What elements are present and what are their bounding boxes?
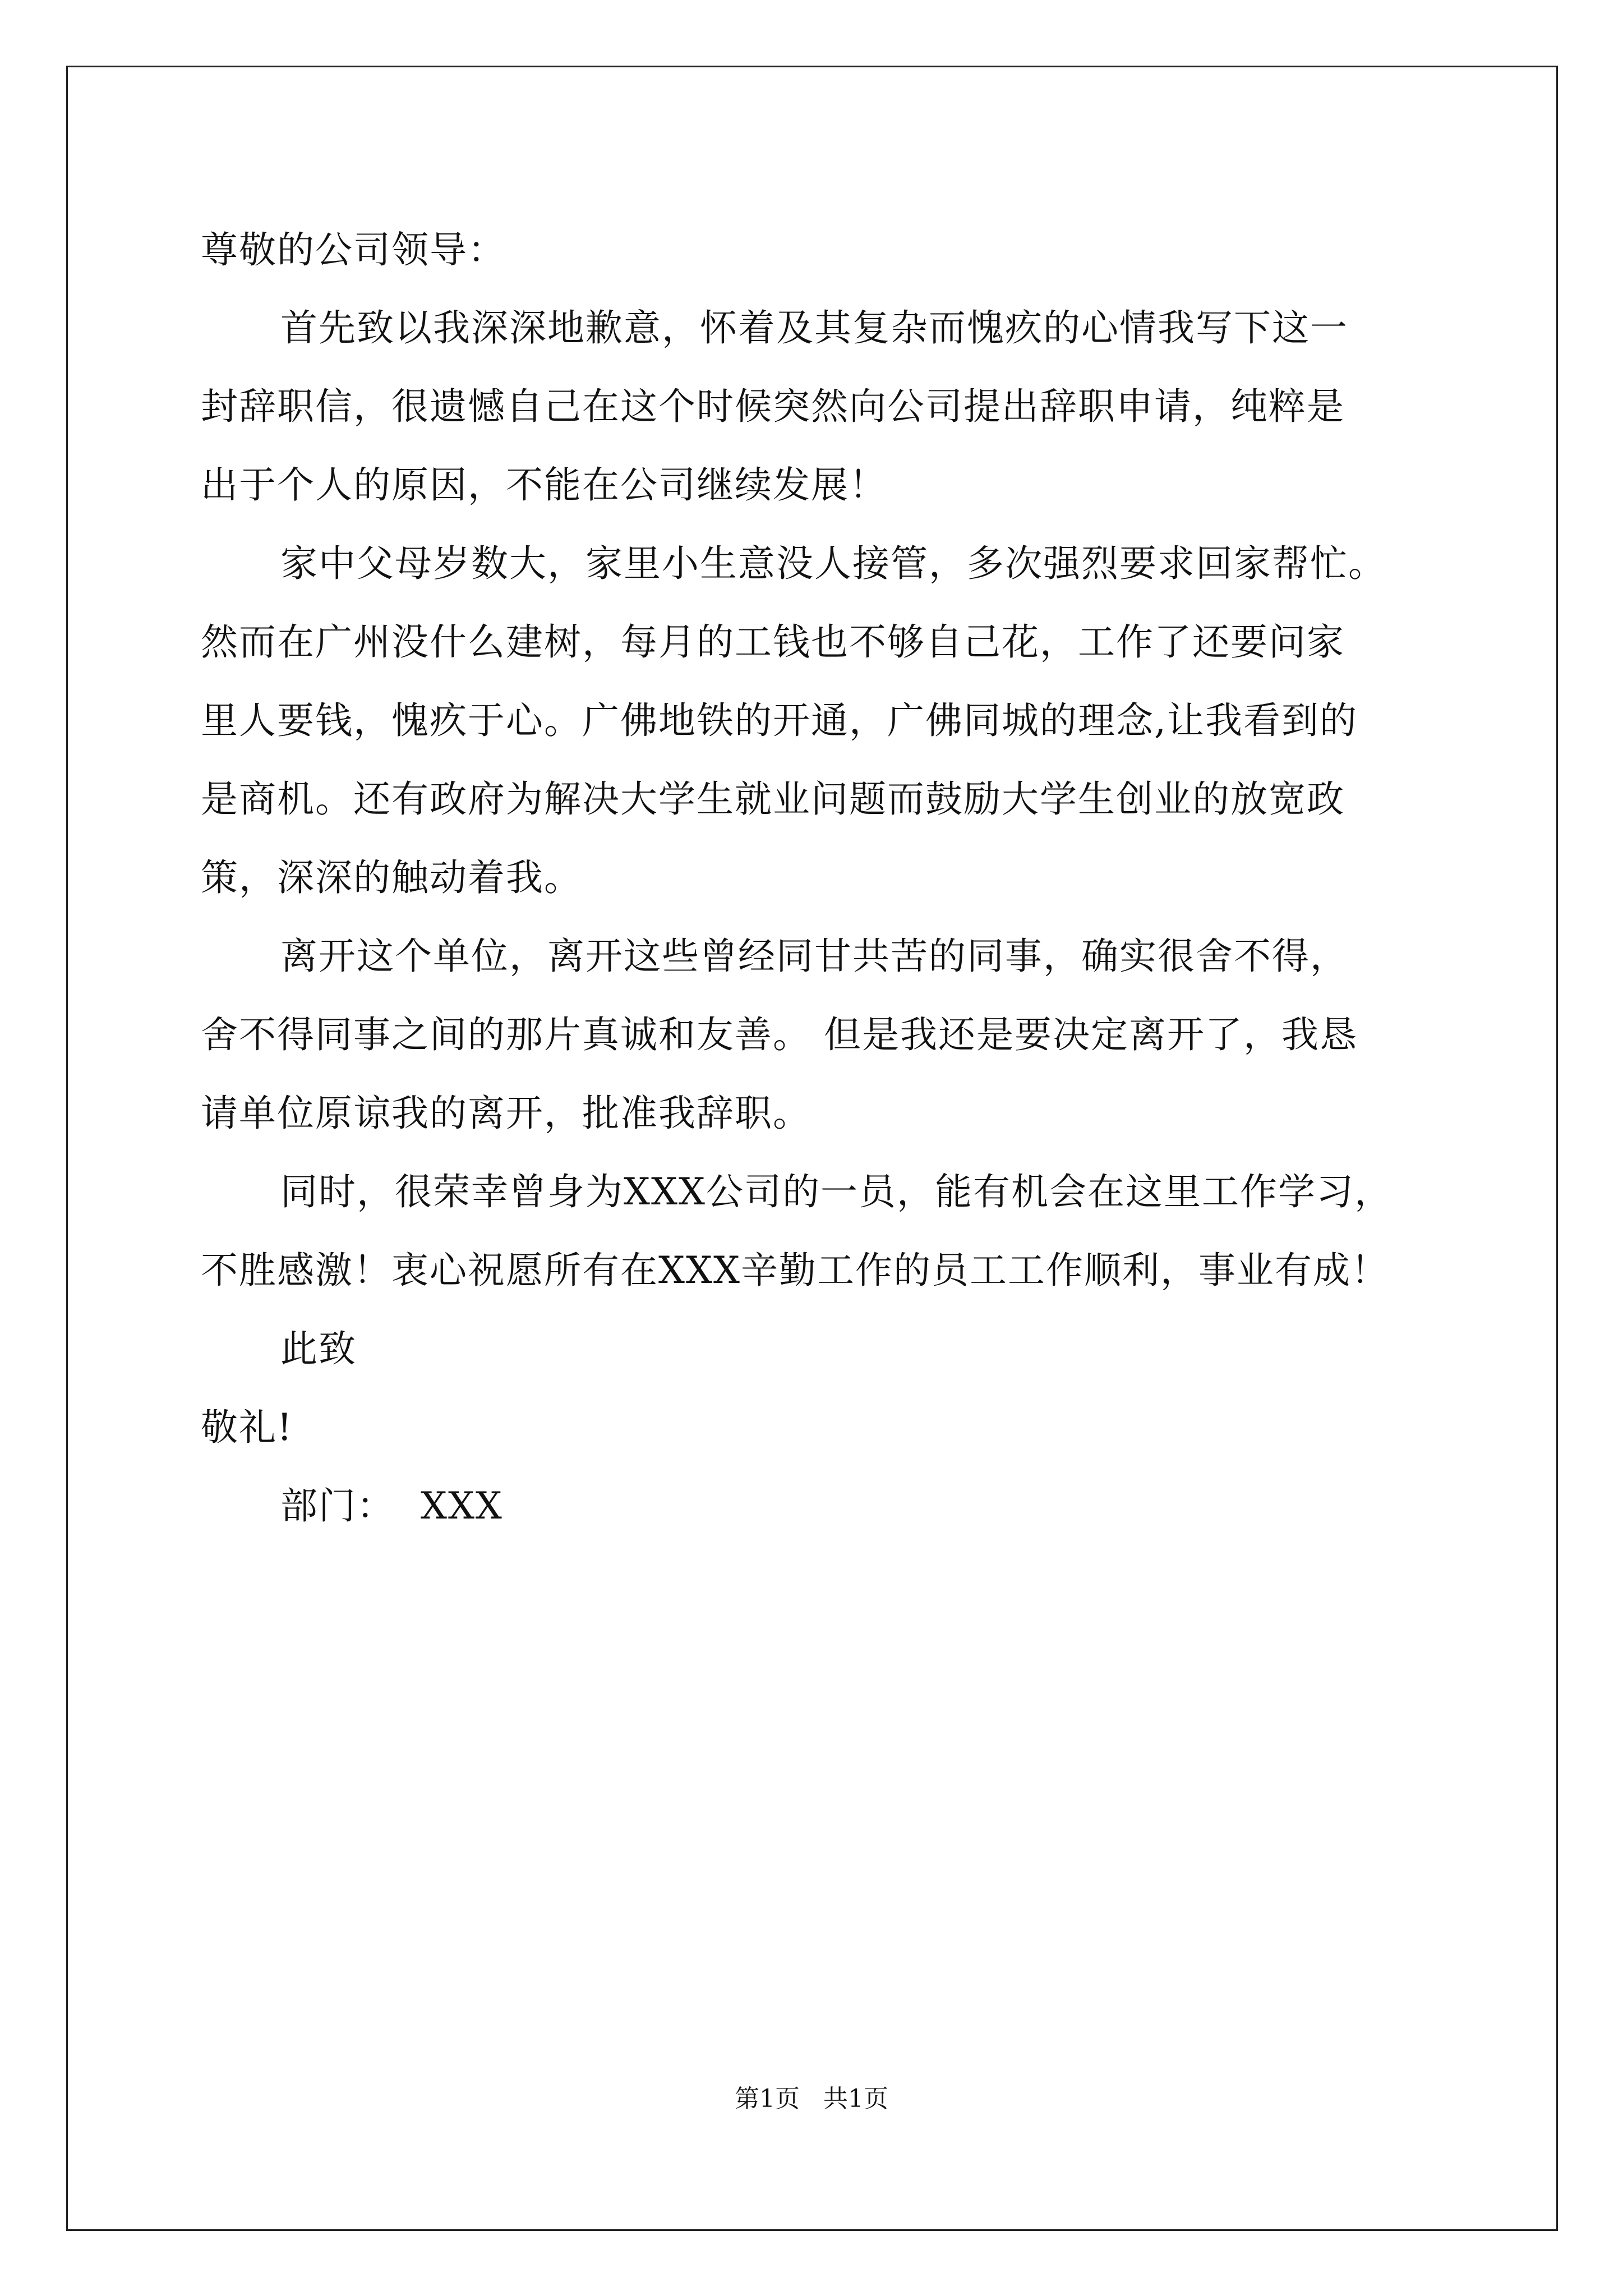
paragraph-1-line-1: 首先致以我深深地歉意，怀着及其复杂而愧疚的心情我写下这一 [280,306,1348,349]
paragraph-3-line-1: 离开这个单位，离开这些曾经同甘共苦的同事，确实很舍不得， [280,935,1348,978]
closing-jingli: 敬礼! [201,1406,293,1449]
paragraph-3-line-3: 请单位原谅我的离开，批准我辞职。 [201,1092,811,1135]
page-number-footer: 第1页 共1页 [735,2085,888,2113]
paragraph-2-line-1: 家中父母岁数大，家里小生意没人接管，多次强烈要求回家帮忙。 [280,542,1386,585]
closing-cizhi: 此致 [280,1327,357,1370]
salutation: 尊敬的公司领导： [201,228,506,272]
paragraph-2-line-4: 是商机。还有政府为解决大学生就业问题而鼓励大学生创业的放宽政 [201,777,1345,821]
paragraph-3-line-2: 舍不得同事之间的那片真诚和友善。 但是我还是要决定离开了，我恳 [201,1013,1358,1056]
department-line: 部门： XXX [280,1484,503,1527]
paragraph-2-line-5: 策，深深的触动着我。 [201,856,582,899]
paragraph-4-line-1: 同时，很荣幸曾身为XXX公司的一员，能有机会在这里工作学习， [280,1170,1393,1213]
paragraph-1-line-2: 封辞职信，很遗憾自己在这个时候突然向公司提出辞职申请，纯粹是 [201,385,1345,428]
paragraph-2-line-2: 然而在广州没什么建树，每月的工钱也不够自己花，工作了还要问家 [201,620,1345,664]
paragraph-1-line-3: 出于个人的原因，不能在公司继续发展！ [201,463,887,507]
paragraph-4-line-2: 不胜感激！衷心祝愿所有在XXX辛勤工作的员工工作顺利，事业有成！ [201,1249,1389,1292]
paragraph-2-line-3: 里人要钱，愧疚于心。广佛地铁的开通，广佛同城的理念,让我看到的 [201,699,1358,742]
